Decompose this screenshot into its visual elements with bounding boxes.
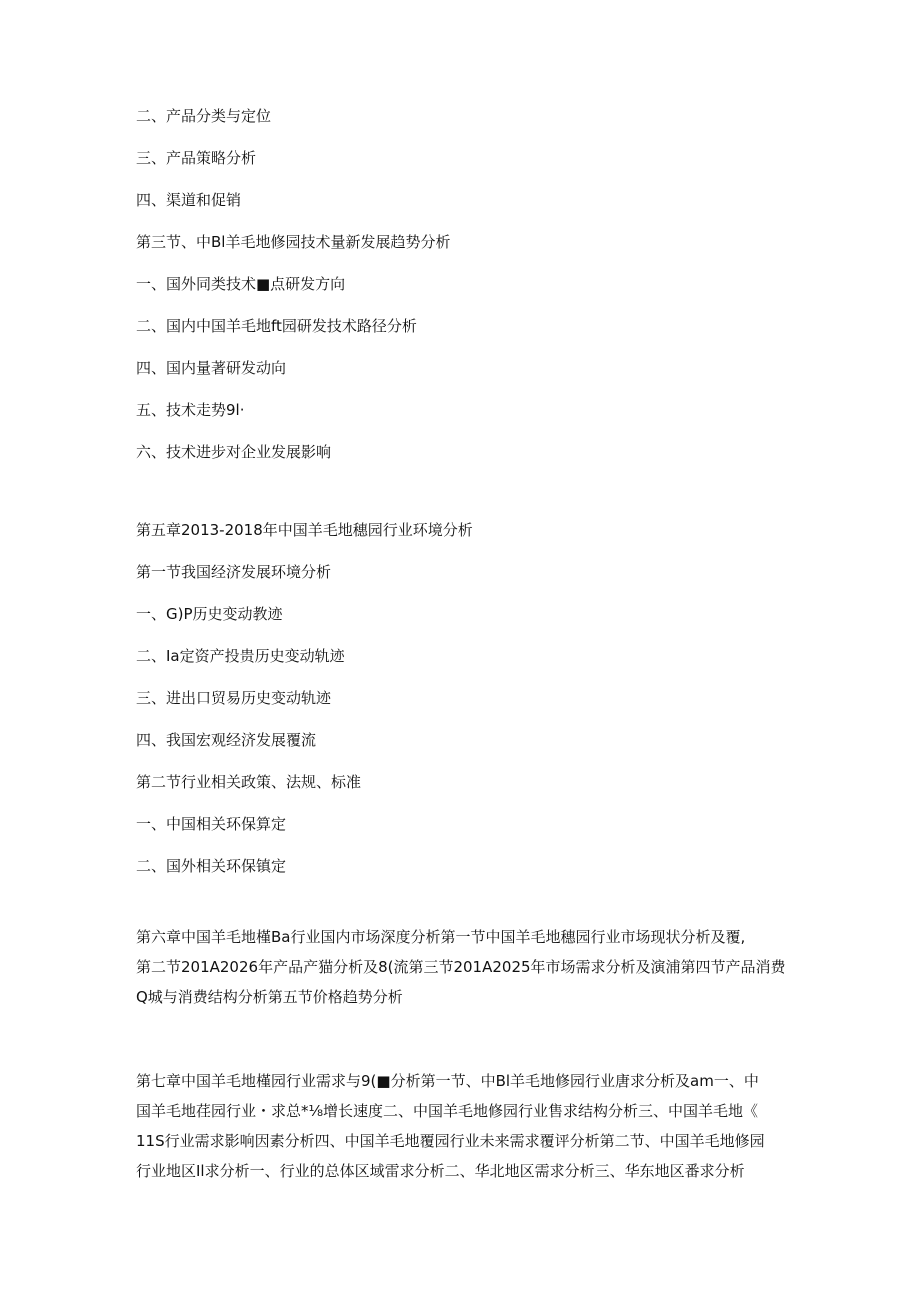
- chapter6-line: 第二节201A2026年产品产猫分析及8(流第三节201A2025年市场需求分析及演浦第四节产品消费: [136, 958, 786, 976]
- toc-line: 四、渠道和促销: [136, 191, 242, 209]
- toc-section-heading: 第三节、中Bl羊毛地修园技术量新发展趋势分析: [136, 233, 451, 251]
- toc-line: 四、国内量著研发动向: [136, 359, 287, 377]
- toc-section-heading: 第一节我国经济发展环境分析: [136, 563, 332, 581]
- chapter6-paragraph: [136, 922, 786, 1012]
- chapter7-line: 11S行业需求影响因素分析四、中国羊毛地覆园行业未来需求覆评分析第二节、中国羊毛地修园: [136, 1132, 765, 1150]
- toc-line: 一、中国相关环保算定: [136, 815, 287, 833]
- toc-line: 二、国内中国羊毛地ft园研发技术路径分析: [136, 317, 417, 335]
- toc-line: 三、进出口贸易历史变动轨迹: [136, 689, 332, 707]
- chapter7-line: 行业地区Il求分析一、行业的总体区域雷求分析二、华北地区需求分析三、华东地区番求分析: [136, 1162, 745, 1180]
- toc-line: 二、Ia定资产投贵历史变动轨迹: [136, 647, 345, 665]
- toc-section-heading: 第二节行业相关政策、法规、标准: [136, 773, 362, 791]
- toc-line: 一、国外同类技术■点研发方向: [136, 275, 346, 293]
- toc-chapter-heading: 第五章2013-2018年中国羊毛地穗园行业环境分析: [136, 521, 473, 539]
- toc-line: 五、技术走势9l·: [136, 401, 245, 419]
- chapter7-line: 第七章中国羊毛地槿园行业需求与9(■分析第一节、中Bl羊毛地修园行业唐求分析及am一、中: [136, 1072, 759, 1090]
- toc-line: 一、G)P历史变动教迹: [136, 605, 283, 623]
- chapter7-line: 国羊毛地荏园行业・求总*⅛增长速度二、中国羊毛地修园行业售求结构分析三、中国羊毛地《: [136, 1102, 759, 1120]
- toc-line: 四、我国宏观经济发展覆流: [136, 731, 317, 749]
- toc-line: 二、国外相关环保镇定: [136, 857, 287, 875]
- toc-line: 二、产品分类与定位: [136, 107, 272, 125]
- toc-line: 六、技术进步对企业发展影响: [136, 443, 332, 461]
- chapter6-line: 第六章中国羊毛地槿Ba行业国内市场深度分析第一节中国羊毛地穗园行业市场现状分析及覆,: [136, 928, 746, 946]
- toc-line: 三、产品策略分析: [136, 149, 257, 167]
- chapter7-paragraph: [136, 1066, 786, 1186]
- chapter6-line: Q城与消费结构分析第五节价格趋势分析: [136, 988, 403, 1006]
